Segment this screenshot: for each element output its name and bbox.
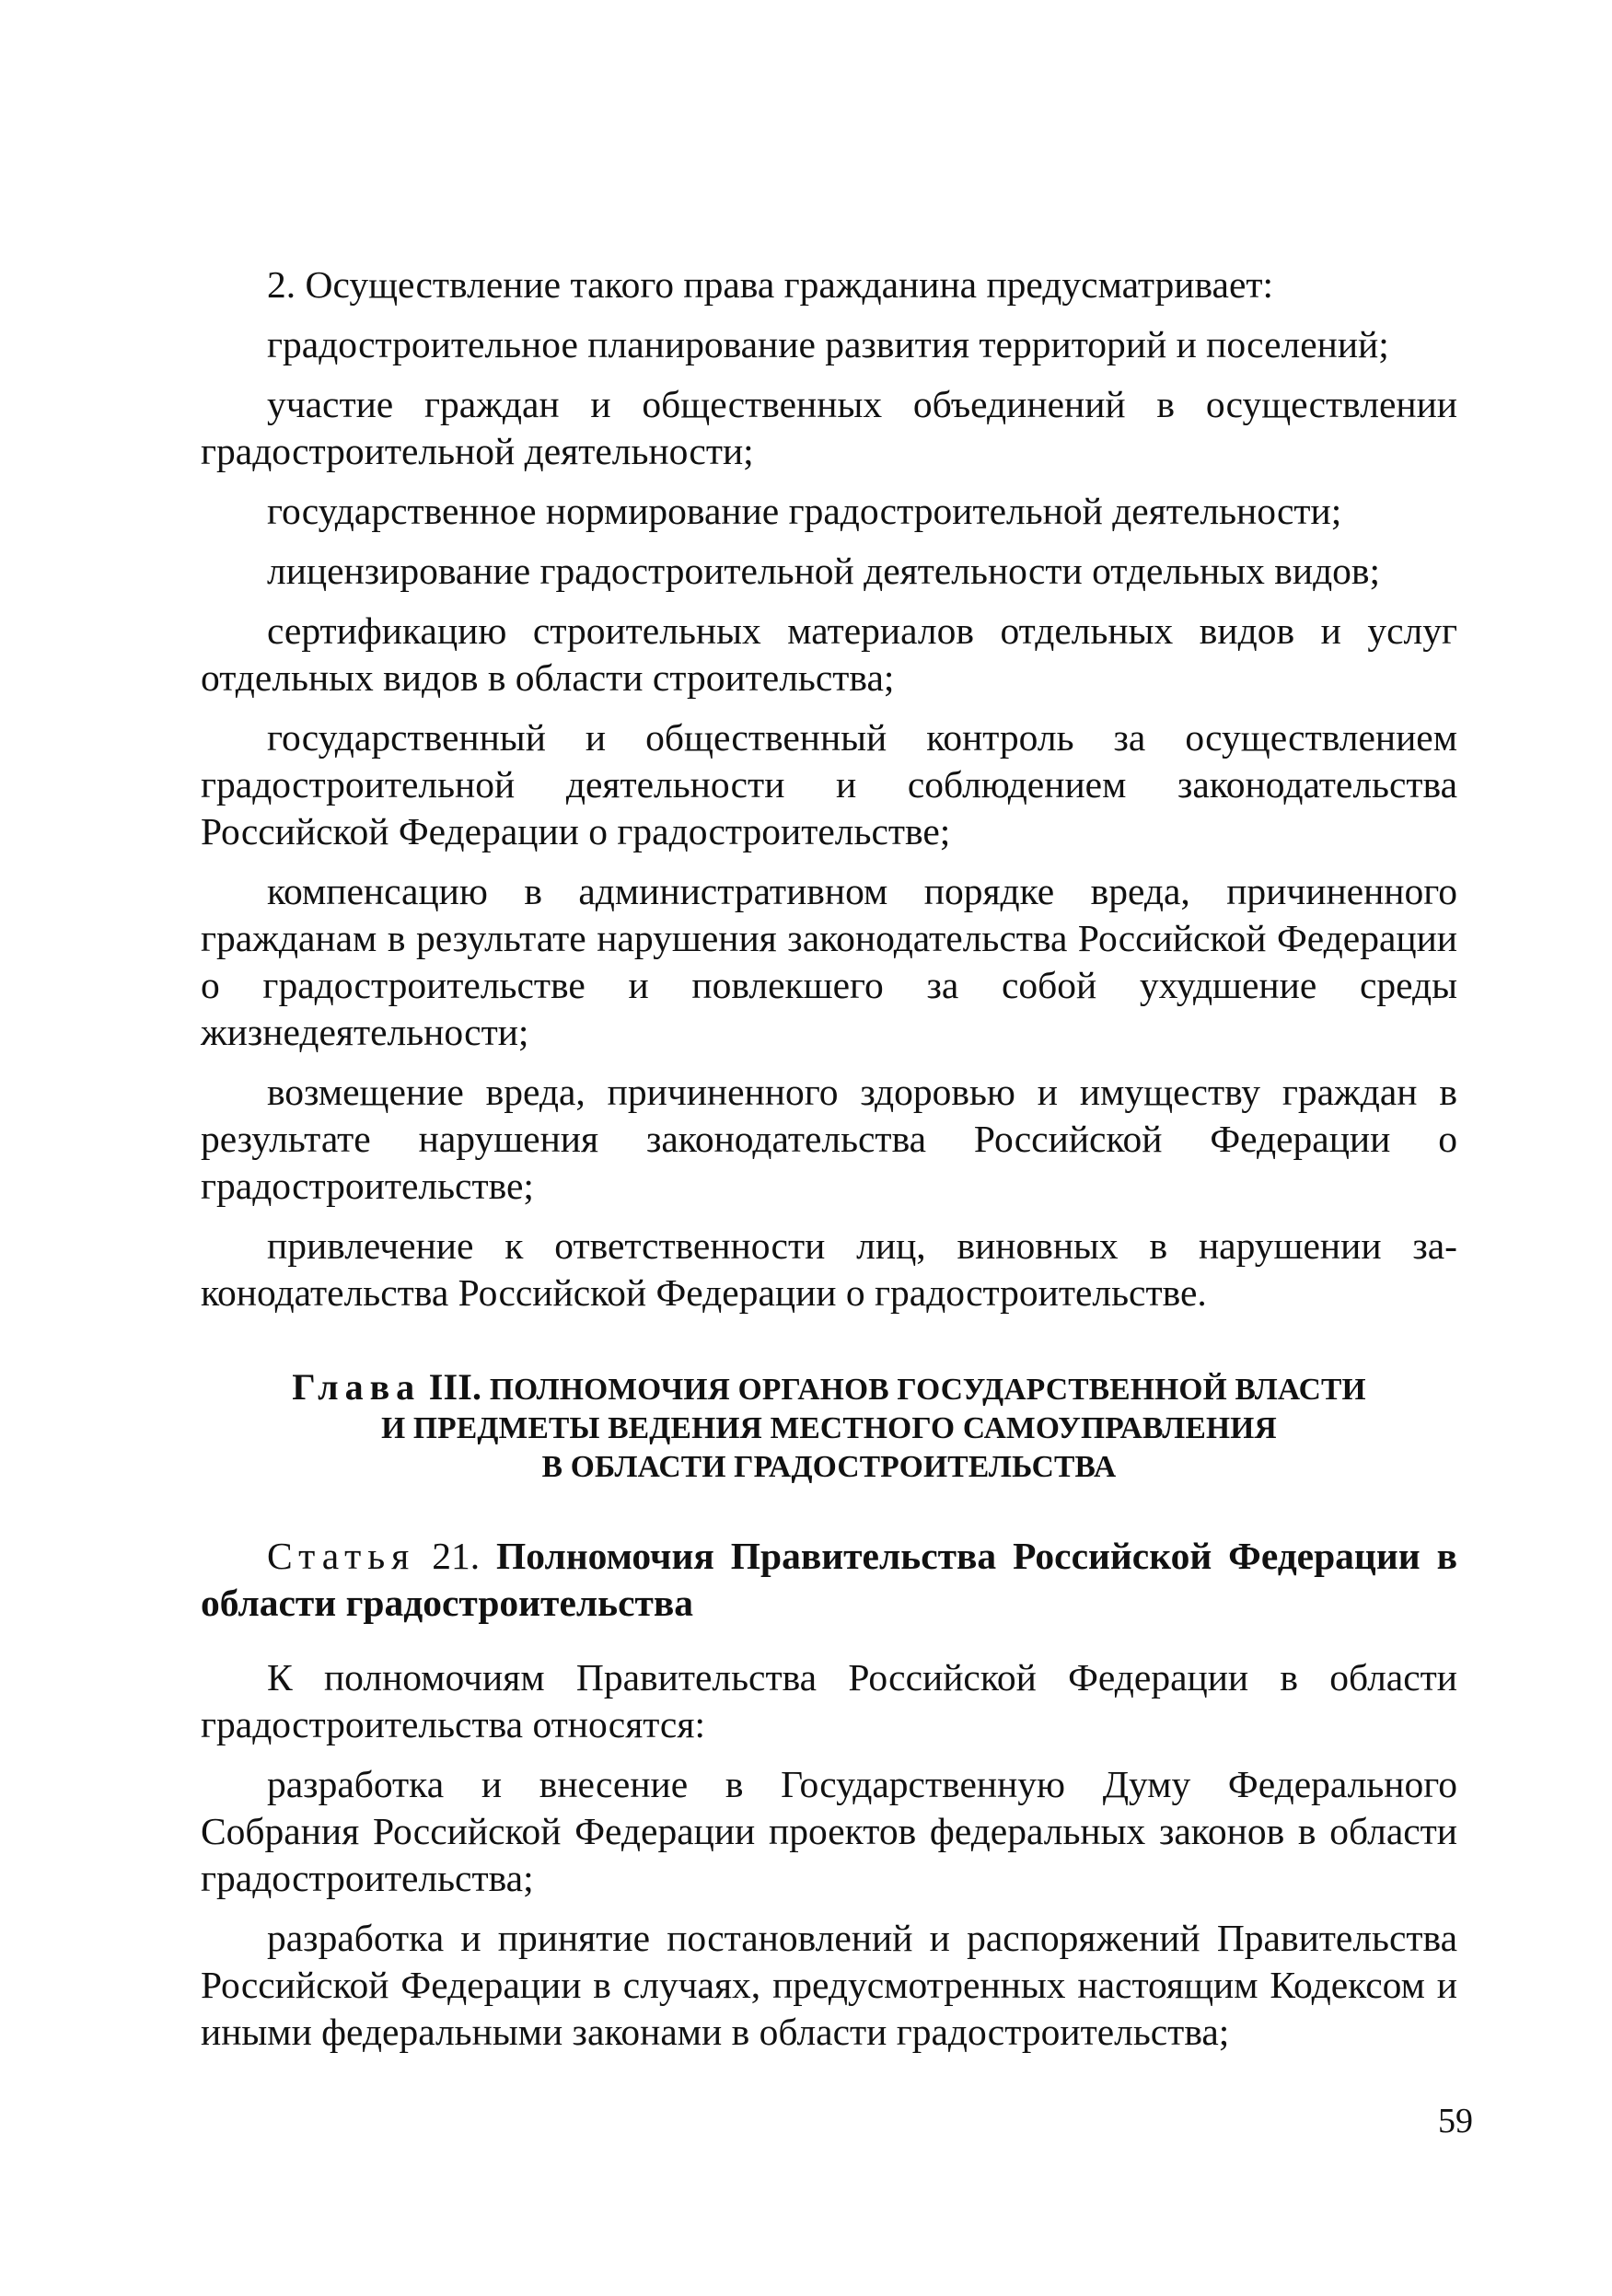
paragraph: лицензирование градостроительной деятельности отдельных видов; [267, 550, 1381, 592]
paragraph: градостроительное планирование развития территорий и поселений; [267, 323, 1389, 365]
article-title: Полномочия Правительства Российской Федерации в области градостроительства [201, 1535, 1457, 1624]
chapter-heading-line-1 [201, 1368, 1457, 1409]
paragraph: разработка и принятие постановлений и распоряжений Правительства Российской Федерации в случаях, предусмотренных настоящим Кодексом и иными федеральными законами в области градостроительства; [201, 1917, 1457, 2053]
chapter-title-line-3: В ОБЛАСТИ ГРАДОСТРОИТЕЛЬСТВА [541, 1450, 1117, 1484]
text-block [201, 261, 1457, 2069]
page-number: 59 [1438, 2102, 1473, 2140]
paragraph: возмещение вреда, причиненного здоровью и имуществу граждан в результате нарушения законодательства Российской Федерации о градостроительстве; [201, 1071, 1457, 1207]
chapter-label: Глава [292, 1366, 422, 1408]
paragraph: 2. Осуществление такого права гражданина предусматривает: [267, 263, 1274, 306]
paragraph: сертификацию строительных материалов отдельных видов и услуг отдельных видов в области строительства; [201, 609, 1457, 699]
article-heading [201, 1533, 1457, 1627]
chapter-number: III. [428, 1366, 482, 1408]
paragraph: участие граждан и общественных объединений в осуществлении градостроительной деятельности; [201, 383, 1457, 472]
paragraph: привлечение к ответственности лиц, виновных в нарушении законодательства Российской Федерации о градостроительстве. [201, 1224, 1457, 1314]
article-number: 21. [432, 1535, 481, 1577]
article-label: Статья [267, 1535, 416, 1577]
paragraph: компенсацию в административном порядке вреда, причиненного гражданам в результате нарушения законодательства Российской Федерации о градостроительстве и повлекшего за собой ухудшение среды жизнедеятельности; [201, 870, 1457, 1053]
paragraph: государственный и общественный контроль за осуществлением градостроительной деятельности и соблюдением законодательства Российской Федерации о градостроительстве; [201, 716, 1457, 852]
chapter-title-line-1: ПОЛНОМОЧИЯ ОРГАНОВ ГОСУДАРСТВЕННОЙ ВЛАСТИ [489, 1373, 1366, 1407]
paragraph: К полномочиям Правительства Российской Федерации в области градостроительства относятся: [201, 1656, 1457, 1745]
chapter-title-line-2: И ПРЕДМЕТЫ ВЕДЕНИЯ МЕСТНОГО САМОУПРАВЛЕНИЯ [381, 1411, 1277, 1445]
paragraph: разработка и внесение в Государственную Думу Федерального Собрания Российской Федерации проектов федеральных законов в области градостроительства; [201, 1763, 1457, 1899]
chapter-heading [201, 1368, 1457, 1487]
paragraph: государственное нормирование градостроительной деятельности; [267, 490, 1342, 532]
